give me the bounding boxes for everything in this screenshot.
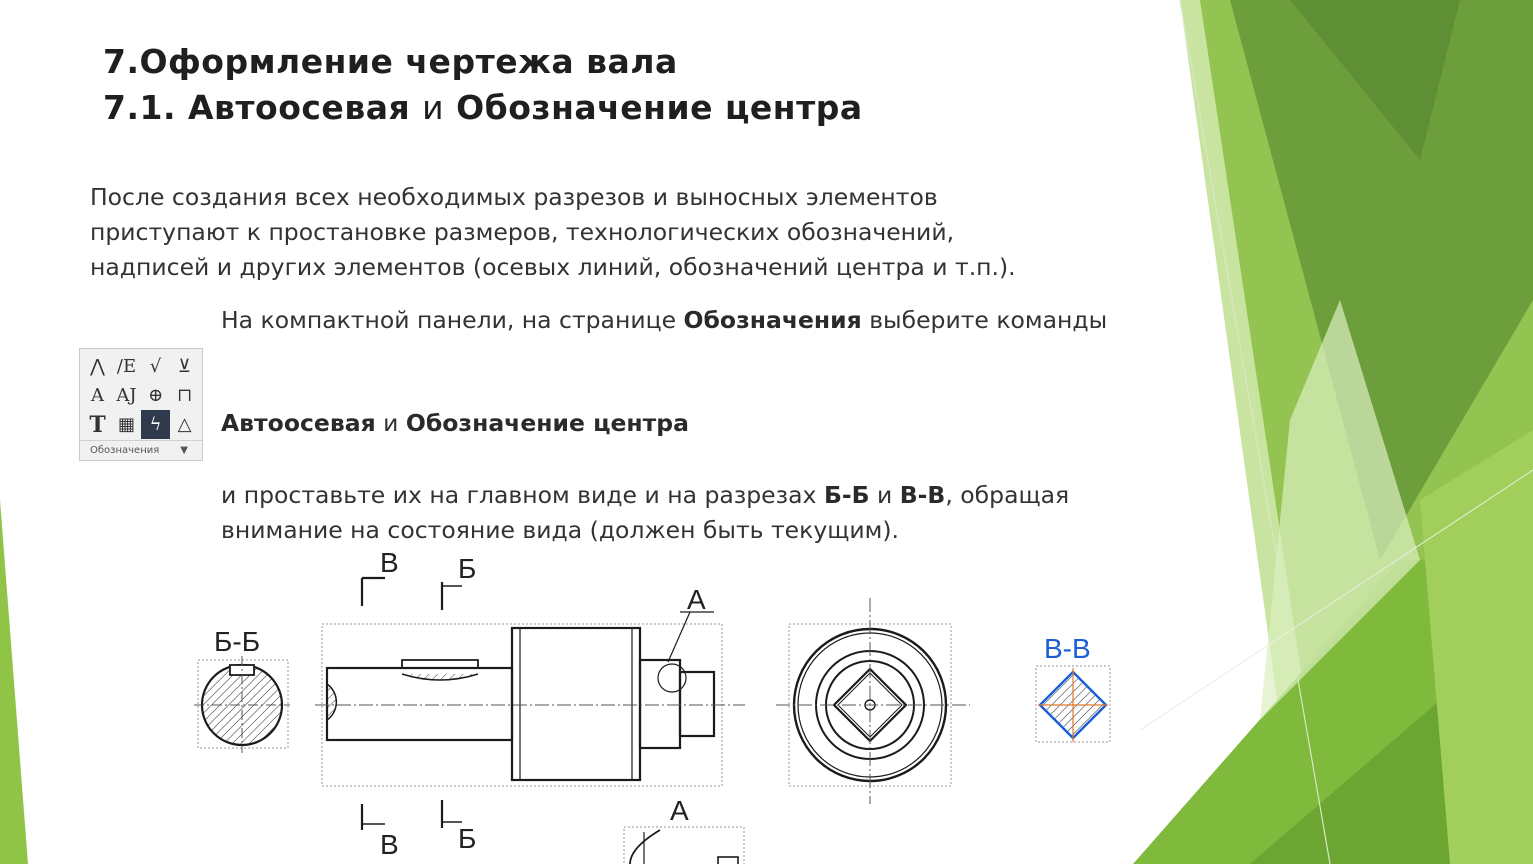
detail-a-callout: А [687,584,706,615]
panel-label[interactable]: Обозначения ▼ [80,440,202,460]
final-line-1: и проставьте их на главном виде и на разрезах Б-Б и В-В, обращая [221,481,1070,509]
final-line-2: внимание на состояние вида (должен быть текущим). [221,516,900,544]
leader-icon[interactable]: /E [116,356,137,377]
text-leader-icon[interactable]: AJ [116,385,137,406]
instruction-text: На компактной панели, на странице Обозначения выберите команды [221,306,1108,334]
shaft-main-cylinder [512,628,640,780]
center-hole [327,684,336,720]
table-note-icon[interactable]: ⊓ [176,385,193,406]
cut-b-bottom-label: Б [458,823,477,854]
section-vv-label: В-В [1044,633,1091,664]
intro-line: приступают к простановке размеров, технологических обозначений, [90,218,955,246]
base-icon[interactable]: ⊻ [177,356,192,377]
intro-line: После создания всех необходимых разрезов и выносных элементов [90,183,938,211]
keyway-cut [402,674,478,680]
mark-icon[interactable]: ⊕ [147,385,164,406]
position-icon[interactable]: A [91,385,104,406]
final-text [221,478,1069,548]
intro-paragraph [90,180,1090,285]
commands-text: Автоосевая и Обозначение центра [221,409,689,437]
roughness-icon[interactable]: √ [149,356,162,377]
table-icon[interactable]: ▦ [117,414,135,435]
autoaxis-icon[interactable]: ϟ [141,410,170,439]
detail-a-label: А [670,795,689,826]
shaft-right-step [640,660,680,748]
slide-subtitle: 7.1. Автоосевая и Обозначение центра [103,88,863,127]
rough-line-icon[interactable]: ⋀ [90,356,105,377]
cut-v-bottom-label: В [380,829,399,860]
keyway-top [402,660,478,668]
section-bb-label: Б-Б [214,626,261,657]
cut-b-top-label: Б [458,553,477,584]
cut-v-top-label: В [380,548,399,578]
detail-a-marker [658,664,686,692]
detail-a-frame [624,827,744,864]
shaft-drawing [190,548,1120,864]
slide-title: 7.Оформление чертежа вала [103,42,678,81]
intro-line: надписей и других элементов (осевых линий, обозначений центра и т.п.). [90,253,1016,281]
center-mark-icon[interactable]: △ [177,414,192,435]
text-icon[interactable]: T [89,411,106,438]
designations-panel [79,348,203,461]
chevron-down-icon[interactable]: ▼ [180,445,188,456]
